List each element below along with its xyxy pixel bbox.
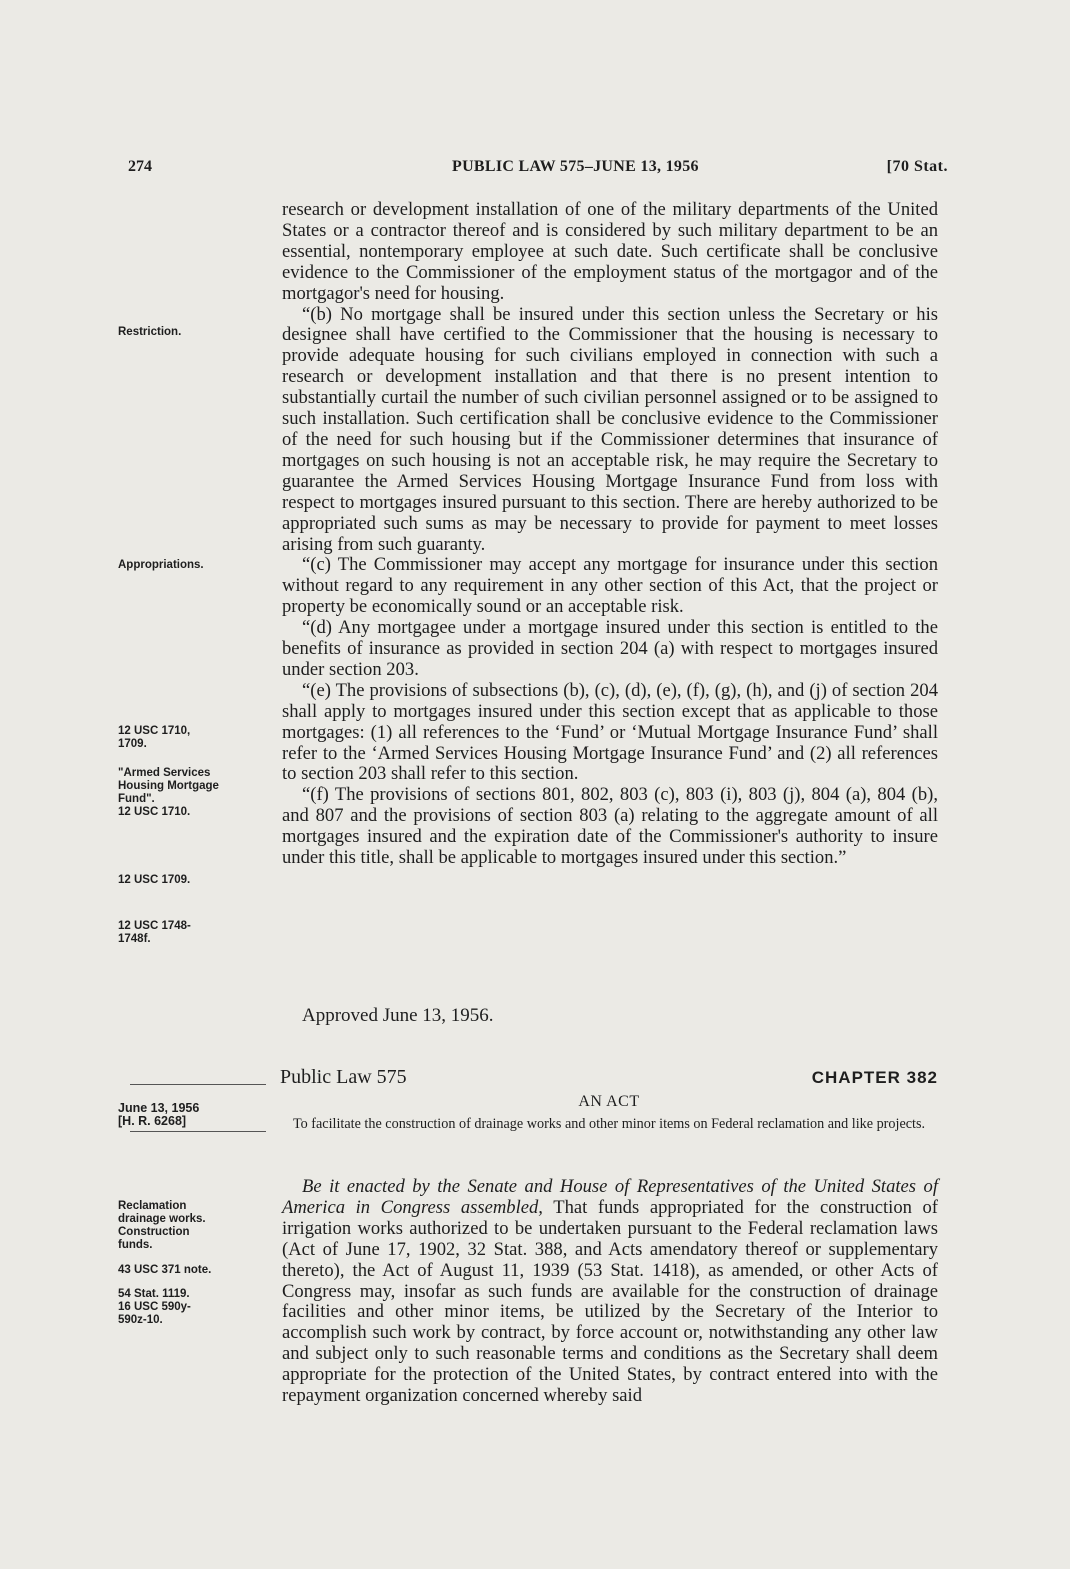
- margin-note-usc-1709: 12 USC 1709.: [118, 874, 191, 886]
- margin-note-restriction: Restriction.: [118, 326, 182, 338]
- page-number: 274: [128, 158, 152, 175]
- paragraph-c: “(c) The Commissioner may accept any mortgage for insurance under this section without regard to any requirement in any other section of this Act, that the project or property be economically sound or an acceptable risk.: [282, 554, 938, 618]
- law-heading: [280, 1066, 938, 1092]
- paragraph-e: “(e) The provisions of subsections (b), (c), (d), (e), (f), (g), (h), and (j) of section 204 shall apply to mortgages insured under this section except that as applicable to those mortgages: (1) all references to the ‘Fund’ or ‘Mutual Mortgage Insurance Fund’ shall refer to the ‘Armed Services Housing Mortgage Insurance Fund’ and (2) all references to section 203 shall refer to this section.: [282, 679, 938, 785]
- public-law-number: Public Law 575: [280, 1066, 407, 1088]
- enacting-paragraph: [282, 1177, 938, 1407]
- chapter-number: CHAPTER 382: [811, 1068, 938, 1087]
- enacting-text: That funds appropriated for the construction of irrigation works authorized to be undertaken pursuant to the Federal reclamation laws (Act of June 17, 1902, 32 Stat. 388, and Acts amendatory thereof or supplementary thereto), the Act of August 11, 1939 (53 Stat. 1418), as amended, or other Acts of Congress may, insofar as such funds are available for the construction of drainage facilities and other minor items, be utilized by the Secretary of the Interior to accomplish such work by contract, by force account or, notwithstanding any other law and subject only to such reasonable terms and conditions as the Secretary shall deem appropriate for the protection of the United States, by contract entered into with the repayment organization concerned whereby said: [282, 1196, 939, 1407]
- enacting-section: [282, 1177, 938, 1407]
- margin-note-fund-name: "Armed Services Housing Mortgage Fund". 12 USC 1710.: [118, 767, 219, 818]
- paragraph-continued: research or development installation of one of the military departments of the United States or a contractor thereof and is considered by such military department to be an essential, nontemporary employee at such date. Such certificate shall be conclusive evidence to the Commissioner of the employment status of the mortgagor and of the mortgagor's need for housing.: [282, 199, 938, 304]
- an-act-label: AN ACT: [578, 1093, 640, 1110]
- margin-note-stat-1119: 54 Stat. 1119. 16 USC 590y- 590z-10.: [118, 1288, 191, 1326]
- page-header: [128, 158, 948, 184]
- margin-note-usc-371: 43 USC 371 note.: [118, 1264, 212, 1276]
- margin-note-date-bill: June 13, 1956 [H. R. 6268]: [118, 1101, 200, 1128]
- statute-volume: [70 Stat.: [886, 158, 948, 175]
- approval-date: Approved June 13, 1956.: [302, 1005, 494, 1026]
- margin-note-usc-1710: 12 USC 1710, 1709.: [118, 725, 191, 750]
- section-text: [282, 200, 938, 869]
- margin-note-usc-1748: 12 USC 1748- 1748f.: [118, 920, 191, 945]
- enacting-clause: Be it enacted by the Senate and House of Representatives of the United States of America in Congress assembled,: [282, 1176, 938, 1218]
- margin-divider: [130, 1131, 266, 1132]
- margin-note-reclamation: Reclamation drainage works. Construction funds.: [118, 1200, 206, 1251]
- paragraph-b: “(b) No mortgage shall be insured under this section unless the Secretary or his designee shall have certified to the Commissioner that the housing is necessary to provide adequate housing for such civilians employed in connection with such a research or development installation and that there is no present intention to substantially curtail the number of such civilian personnel assigned or to be assigned to such installation. Such certification shall be conclusive evidence to the Commissioner of the need for such housing but if the Commissioner determines that insurance of mortgages on such housing is not an acceptable risk, he may require the Secretary to guarantee the Armed Services Housing Mortgage Insurance Fund from loss with respect to mortgages insured pursuant to this section. There are hereby authorized to be appropriated such sums as may be necessary to provide for payment to meet losses arising from such guaranty.: [282, 303, 938, 555]
- running-title: PUBLIC LAW 575–JUNE 13, 1956: [452, 158, 699, 175]
- margin-divider: [130, 1084, 266, 1085]
- paragraph-f: “(f) The provisions of sections 801, 802, 803 (c), 803 (i), 803 (j), 804 (a), 804 (b), and 807 and the provisions of section 803 (a) relating to the aggregate amount of all mortgages insured and the expiration date of the Commissioner's authority to insure under this title, shall be applicable to mortgages insured under this section.”: [282, 784, 938, 869]
- paragraph-d: “(d) Any mortgagee under a mortgage insured under this section is entitled to the benefits of insurance as provided in section 204 (a) with respect to mortgages insured under section 203.: [282, 617, 938, 680]
- margin-note-appropriations: Appropriations.: [118, 559, 204, 571]
- act-purpose: To facilitate the construction of drainage works and other minor items on Federal reclamation and like projects.: [292, 1116, 926, 1132]
